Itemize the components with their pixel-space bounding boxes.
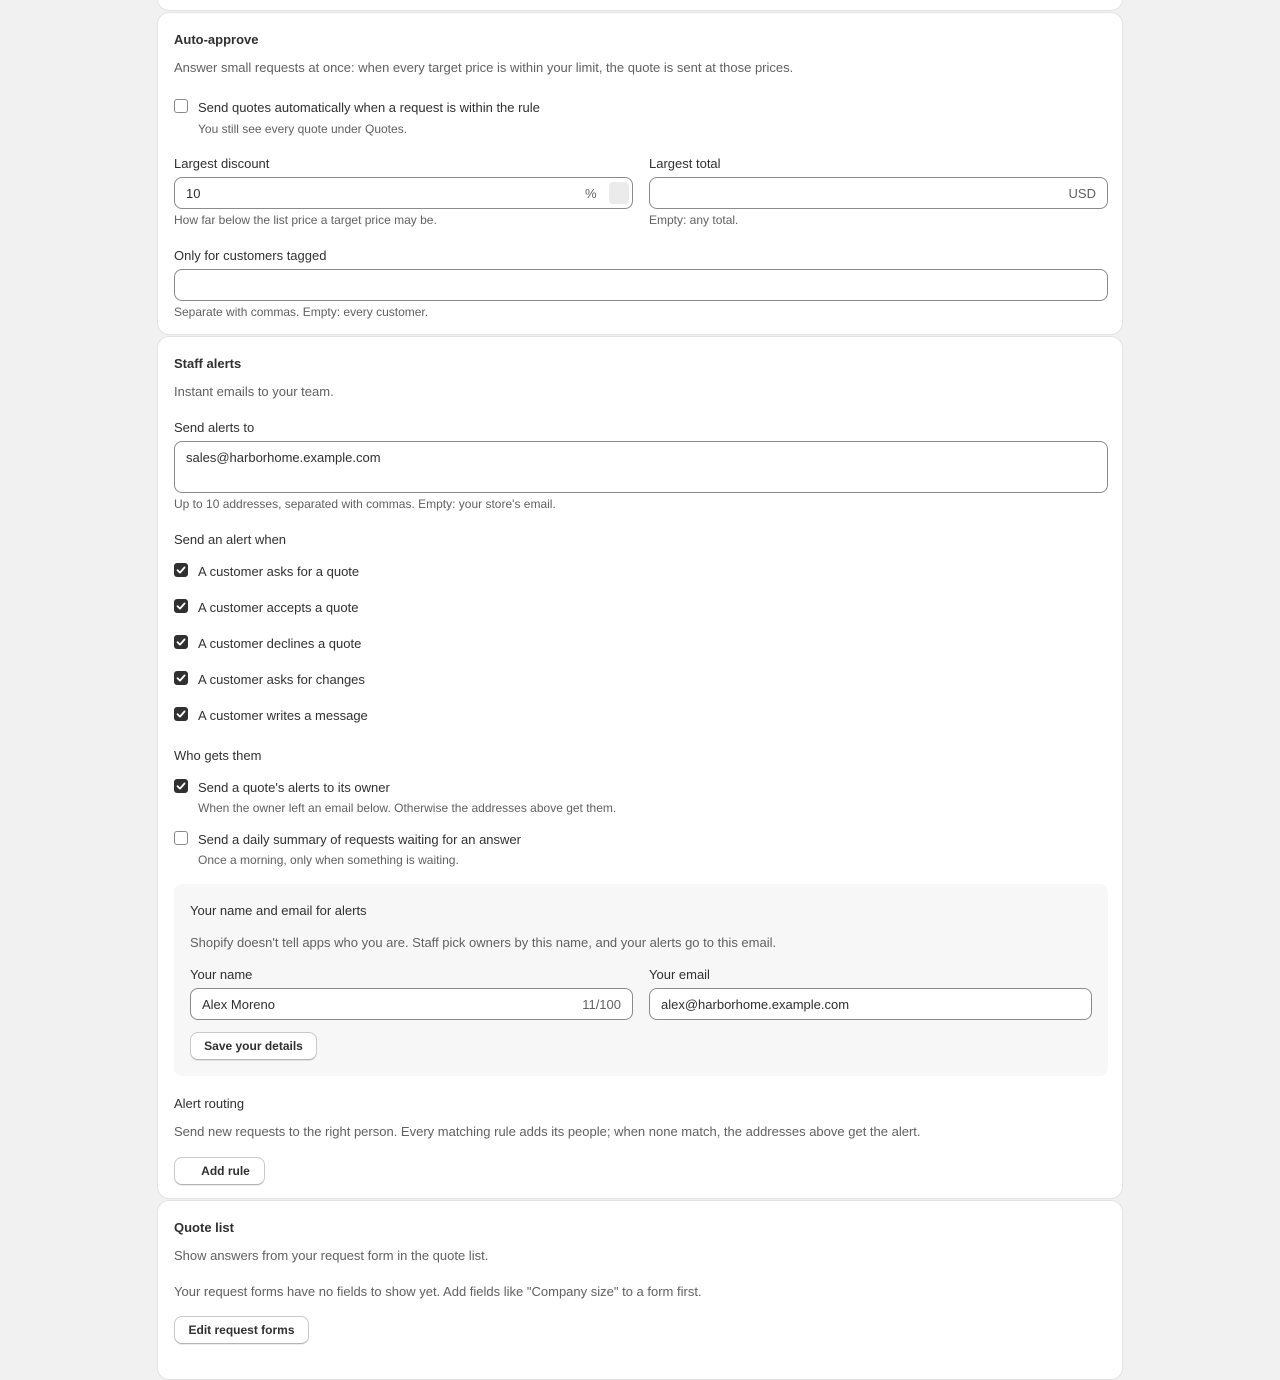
quote-list-empty-note: Your request forms have no fields to show yet. Add fields like "Company size" to a form first. <box>174 1284 702 1299</box>
who-gets-them-heading: Who gets them <box>174 748 262 763</box>
edit-request-forms-button[interactable]: Edit request forms <box>174 1316 309 1344</box>
quote-list-description: Show answers from your request form in the quote list. <box>174 1248 489 1263</box>
add-rule-button[interactable] <box>174 1157 265 1185</box>
add-rule-label: Add rule <box>201 1164 250 1178</box>
owner-alerts-label[interactable]: Send a quote's alerts to its owner <box>198 780 390 795</box>
your-name-label: Your name <box>190 967 253 982</box>
owner-alerts-help: When the owner left an email below. Otherwise the addresses above get them. <box>198 801 617 815</box>
event-declines-quote-label[interactable]: A customer declines a quote <box>198 636 362 651</box>
largest-total-label: Largest total <box>649 156 721 171</box>
daily-summary-label[interactable]: Send a daily summary of requests waiting for an answer <box>198 832 521 847</box>
largest-discount-help: How far below the list price a target price may be. <box>174 213 437 227</box>
save-details-button[interactable]: Save your details <box>190 1032 317 1060</box>
auto-approve-card <box>157 12 1123 335</box>
event-accepts-quote-label[interactable]: A customer accepts a quote <box>198 600 359 615</box>
daily-summary-help: Once a morning, only when something is waiting. <box>198 853 459 867</box>
staff-alerts-description: Instant emails to your team. <box>174 384 334 399</box>
event-writes-message-label[interactable]: A customer writes a message <box>198 708 368 723</box>
send-alerts-to-textarea[interactable] <box>174 441 1108 493</box>
previous-settings-card <box>157 0 1123 11</box>
customer-tags-input[interactable] <box>174 269 1108 301</box>
alert-routing-title: Alert routing <box>174 1096 245 1111</box>
quote-list-title: Quote list <box>174 1220 234 1235</box>
send-alerts-to-value: sales@harborhome.example.com <box>186 450 381 465</box>
largest-total-help: Empty: any total. <box>649 213 739 227</box>
currency-suffix: USD <box>1068 186 1096 201</box>
largest-discount-value: 10 <box>186 186 201 201</box>
customer-tags-label: Only for customers tagged <box>174 248 327 263</box>
your-details-panel <box>174 884 1108 1076</box>
auto-approve-description: Answer small requests at once: when every target price is within your limit, the quote is sent at those prices. <box>174 60 794 75</box>
your-details-description: Shopify doesn't tell apps who you are. Staff pick owners by this name, and your alerts go to this email. <box>190 935 777 950</box>
staff-alerts-title: Staff alerts <box>174 356 242 371</box>
alert-routing-description: Send new requests to the right person. Every matching rule adds its people; when none match, the addresses above get the alert. <box>174 1124 921 1139</box>
auto-send-checkbox[interactable] <box>174 99 188 113</box>
event-asks-changes-checkbox[interactable] <box>174 671 188 685</box>
auto-send-label[interactable]: Send quotes automatically when a request is within the rule <box>198 100 540 115</box>
event-asks-changes-label[interactable]: A customer asks for changes <box>198 672 365 687</box>
event-asks-quote-label[interactable]: A customer asks for a quote <box>198 564 360 579</box>
your-email-label: Your email <box>649 967 710 982</box>
event-asks-quote-checkbox[interactable] <box>174 563 188 577</box>
event-declines-quote-checkbox[interactable] <box>174 635 188 649</box>
your-name-input[interactable] <box>190 988 633 1020</box>
auto-send-help: You still see every quote under Quotes. <box>198 122 408 136</box>
quote-list-card <box>157 1200 1123 1380</box>
largest-discount-input[interactable] <box>174 177 633 209</box>
stepper-control[interactable] <box>609 182 629 204</box>
daily-summary-checkbox[interactable] <box>174 831 188 845</box>
event-writes-message-checkbox[interactable] <box>174 707 188 721</box>
your-details-title: Your name and email for alerts <box>190 903 367 918</box>
send-alerts-to-label: Send alerts to <box>174 420 255 435</box>
staff-alerts-card <box>157 336 1123 1199</box>
largest-discount-label: Largest discount <box>174 156 270 171</box>
your-name-value: Alex Moreno <box>202 997 275 1012</box>
largest-total-input[interactable] <box>649 177 1108 209</box>
send-alert-when-heading: Send an alert when <box>174 532 287 547</box>
your-email-input[interactable] <box>649 988 1092 1020</box>
percent-suffix: % <box>585 186 597 201</box>
event-accepts-quote-checkbox[interactable] <box>174 599 188 613</box>
your-email-value: alex@harborhome.example.com <box>661 997 850 1012</box>
send-alerts-to-help: Up to 10 addresses, separated with commas. Empty: your store's email. <box>174 497 556 511</box>
your-name-char-count: 11/100 <box>582 997 621 1012</box>
owner-alerts-checkbox[interactable] <box>174 779 188 793</box>
auto-approve-title: Auto-approve <box>174 32 259 47</box>
customer-tags-help: Separate with commas. Empty: every customer. <box>174 305 429 319</box>
